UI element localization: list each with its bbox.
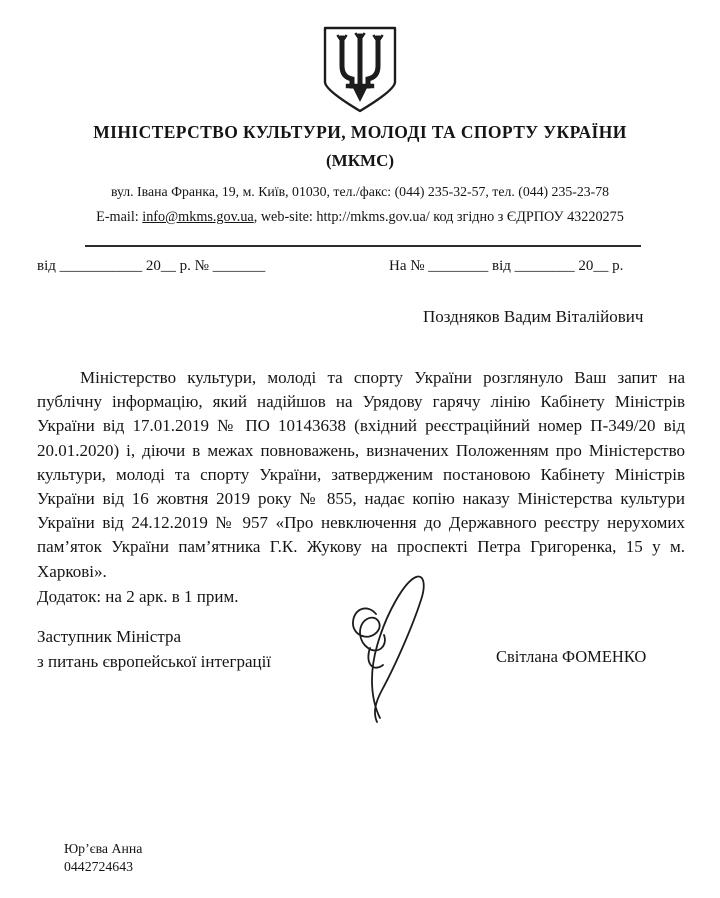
ukraine-trident-icon <box>319 24 401 114</box>
email-label: E-mail: <box>96 209 143 225</box>
executor-name: Юр’єва Анна <box>64 841 143 856</box>
addressee-name: Поздняков Вадим Віталійович <box>423 307 644 326</box>
handwritten-signature-icon <box>330 572 458 724</box>
ministry-address-line: вул. Івана Франка, 19, м. Київ, 01030, тел./факс: (044) 235-32-57, тел. (044) 235-23-78 <box>110 184 610 199</box>
signatory-title-line1: Заступник Міністра <box>37 627 182 646</box>
contact-line <box>0 209 720 226</box>
website-edrpou-text: , web-site: http://mkms.gov.ua/ код згідно з ЄДРПОУ 43220275 <box>253 209 624 225</box>
outgoing-reference-blanks: від ___________ 20__ р. № _______ <box>37 258 266 274</box>
letterhead-divider <box>85 245 641 247</box>
email-address: info@mkms.gov.ua <box>142 209 254 225</box>
attachment-note: Додаток: на 2 арк. в 1 прим. <box>37 587 239 606</box>
executor-phone: 0442724643 <box>64 859 133 874</box>
ministry-name: МІНІСТЕРСТВО КУЛЬТУРИ, МОЛОДІ ТА СПОРТУ УКРАЇНИ <box>93 122 627 142</box>
ministry-abbreviation: (МКМС) <box>325 151 395 170</box>
signatory-title-line2: з питань європейської інтеграції <box>37 652 272 671</box>
body-paragraph: Міністерство культури, молоді та спорту України розглянуло Ваш запит на публічну інформацію, який надійшов на Урядову гарячу лінію Кабінету Міністрів України від 17.01.2019 № ПО 10143638 (вхідний реєстраційний номер П-349/20 від 20.01.2020) і, діючи в межах повноважень, визначених Положенням про Міністерство культури, молоді та спорту України, затвердженим постановою Кабінету Міністрів України від 16 жовтня 2019 року № 855, надає копію наказу Міністерства культури України від 24.12.2019 № 957 «Про невключення до Державного реєстру нерухомих пам’яток України пам’ятника Г.К. Жукову на проспекті Петра Григоренка, 15 у м. Харкові». <box>37 368 685 581</box>
signatory-name: Світлана ФОМЕНКО <box>496 647 647 666</box>
incoming-reference-blanks: На № ________ від ________ 20__ р. <box>389 258 624 274</box>
